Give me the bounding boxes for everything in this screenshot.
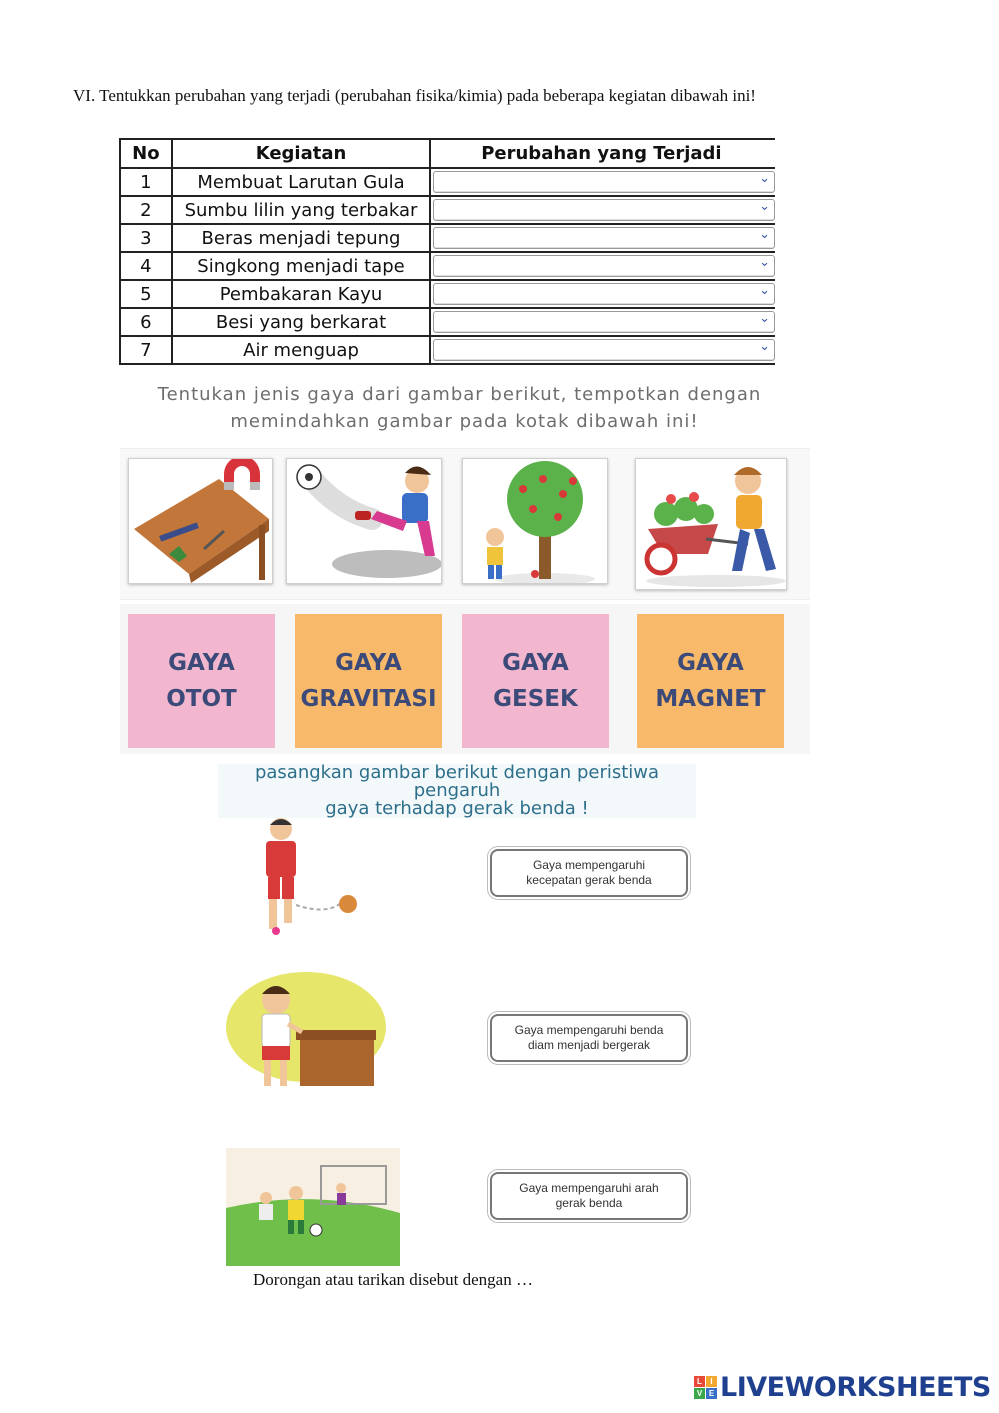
row-kegiatan: Singkong menjadi tape [172, 252, 430, 280]
chevron-down-icon: ⌄ [759, 283, 770, 298]
card-line2: GRAVITASI [300, 686, 437, 712]
apple-tree-picture[interactable] [462, 458, 608, 584]
row-number: 1 [120, 168, 172, 196]
row-number: 4 [120, 252, 172, 280]
gaya-magnet-card[interactable] [637, 614, 784, 748]
table-row [120, 224, 775, 252]
logo-text: LIVEWORKSHEETS [720, 1372, 991, 1403]
football-match-image [226, 1148, 400, 1266]
table-row [120, 168, 775, 196]
change-select-2[interactable] [433, 199, 775, 221]
change-select-6[interactable] [433, 311, 775, 333]
chevron-down-icon: ⌄ [759, 339, 770, 354]
card-line2: MAGNET [655, 686, 766, 712]
card-line2: GESEK [493, 686, 578, 712]
logo-tiles: L I V E [694, 1376, 717, 1399]
gaya-gesek-card[interactable] [462, 614, 609, 748]
row-number: 6 [120, 308, 172, 336]
change-select-3[interactable] [433, 227, 775, 249]
change-select-1[interactable] [433, 171, 775, 193]
header-no: No [120, 139, 172, 168]
chevron-down-icon: ⌄ [759, 255, 770, 270]
liveworksheets-logo [694, 1372, 991, 1403]
row-number: 3 [120, 224, 172, 252]
table-row [120, 308, 775, 336]
changes-table [119, 138, 775, 365]
wheelbarrow-picture[interactable] [635, 458, 787, 590]
wheelbarrow-image [636, 459, 786, 589]
card-line1: GAYA [502, 650, 569, 676]
card-line1: GAYA [168, 650, 235, 676]
match-picture-push[interactable] [226, 972, 400, 1090]
worksheet-heading: VI. Tentukkan perubahan yang terjadi (perubahan fisika/kimia) pada beberapa kegiatan dibawah ini! [73, 86, 756, 105]
chevron-down-icon: ⌄ [759, 227, 770, 242]
match-picture-kick[interactable] [226, 815, 400, 933]
bottom-question: Dorongan atau tarikan disebut dengan … [253, 1270, 533, 1289]
chevron-down-icon: ⌄ [759, 311, 770, 326]
chevron-down-icon: ⌄ [759, 199, 770, 214]
change-select-5[interactable] [433, 283, 775, 305]
card-line1: GAYA [335, 650, 402, 676]
header-perubahan: Perubahan yang Terjadi [430, 139, 775, 168]
row-number: 5 [120, 280, 172, 308]
match-title-line1: pasangkan gambar berikut dengan peristiwa pengaruh [254, 762, 660, 801]
row-kegiatan: Sumbu lilin yang terbakar [172, 196, 430, 224]
match-box-diam-bergerak[interactable]: Gaya mempengaruhi benda diam menjadi bergerak [490, 1014, 688, 1062]
row-kegiatan: Besi yang berkarat [172, 308, 430, 336]
kick-ball-picture[interactable] [286, 458, 442, 584]
row-kegiatan: Pembakaran Kayu [172, 280, 430, 308]
change-select-7[interactable] [433, 339, 775, 361]
row-kegiatan: Air menguap [172, 336, 430, 364]
card-line2: OTOT [166, 686, 237, 712]
magnet-table-image [129, 459, 272, 583]
apple-tree-image [463, 459, 607, 583]
table-row [120, 280, 775, 308]
card-line1: GAYA [677, 650, 744, 676]
boy-push-desk-image [226, 972, 400, 1102]
row-number: 2 [120, 196, 172, 224]
table-row [120, 336, 775, 364]
chevron-down-icon: ⌄ [759, 171, 770, 186]
match-box-kecepatan[interactable]: Gaya mempengaruhi kecepatan gerak benda [490, 849, 688, 897]
match-title [218, 764, 696, 818]
magnet-picture[interactable] [128, 458, 273, 584]
row-kegiatan: Membuat Larutan Gula [172, 168, 430, 196]
kick-ball-image [287, 459, 441, 583]
match-title-line2: gaya terhadap gerak benda ! [325, 798, 589, 819]
match-box-arah[interactable]: Gaya mempengaruhi arah gerak benda [490, 1172, 688, 1220]
header-kegiatan: Kegiatan [172, 139, 430, 168]
boy-kick-image [226, 815, 400, 945]
change-select-4[interactable] [433, 255, 775, 277]
gaya-otot-card[interactable] [128, 614, 275, 748]
row-number: 7 [120, 336, 172, 364]
table-row [120, 196, 775, 224]
table-header-row [120, 139, 775, 168]
row-kegiatan: Beras menjadi tepung [172, 224, 430, 252]
table-row [120, 252, 775, 280]
match-picture-football[interactable] [226, 1148, 400, 1266]
gaya-instruction-line2: memindahkan gambar pada kotak dibawah ini! [230, 411, 699, 432]
gaya-gravitasi-card[interactable] [295, 614, 442, 748]
gaya-instruction-line1: Tentukan jenis gaya dari gambar berikut, tempotkan dengan [157, 384, 762, 405]
